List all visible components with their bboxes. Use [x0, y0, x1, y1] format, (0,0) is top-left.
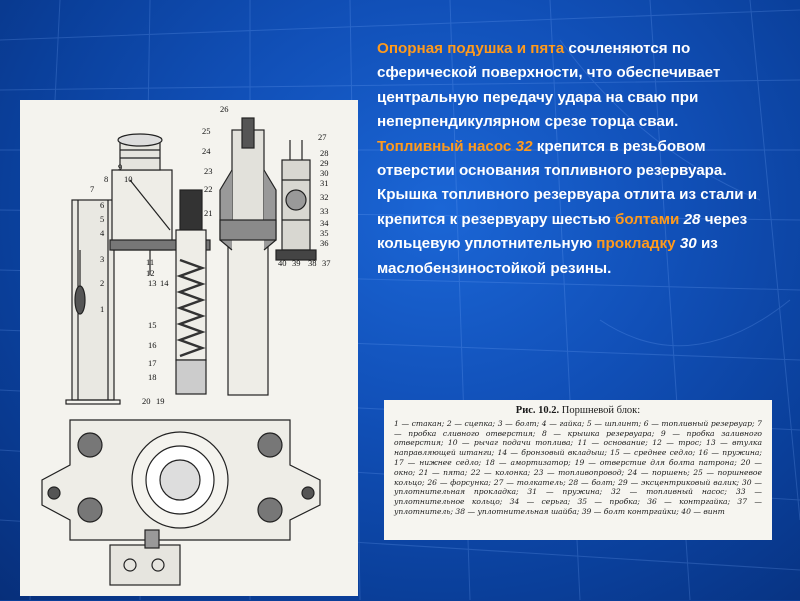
figure-label: 35	[320, 228, 329, 238]
caption-body: 1 — стакан; 2 — сцепка; 3 — болт; 4 — гайка; 5 — шплинт; 6 — топливный резервуар; 7 — пробка сливного отверстия; 8 — крышка резервуара; 9 — пробка заливного отверстия; 10 — рычаг подачи топлива; 11 — основание; 12 — трос; 13 — втулка направляющей штанги; 14 — бронзовый вкладыш; 15 — среднее седло; 16 — пружина; 17 — нижнее седло; 18 — амортизатор; 19 — отверстие для болта патрона; 20 — окно; 21 — пята; 22 — колонка; 23 — топливопровод; 24 — поршень; 25 — поршневое кольцо; 26 — форсунка; 27 — толкатель; 28 — болт; 29 — эксцентриковый валик; 30 — уплотнительная прокладка; 31 — пружина; 32 — топливный насос; 33 — уплотнительное кольцо; 34 — серьга; 35 — пробка; 36 — контргайка; 37 — уплотнитель; 38 — уплотнительная шайба; 39 — болт контргайки; 40 — винт	[394, 418, 762, 516]
figure-label: 4	[100, 228, 105, 238]
figure-label: 26	[220, 104, 229, 114]
paragraph-3-tail: из маслобензиностойкой резины.	[377, 235, 718, 277]
figure-label: 11	[146, 257, 155, 267]
figure-label: 40	[278, 258, 287, 268]
figure-label: 30	[320, 168, 329, 178]
caption-title-bold: Рис. 10.2.	[515, 405, 560, 416]
paragraph-1-text: сочленяются по сферической поверхности, что обеспечивает центральную передачу удара на сваю при неперпендикулярном срезе торца сваи.	[377, 40, 721, 131]
highlight-gasket: прокладку	[596, 235, 676, 253]
highlight-support: Опорная подушка и пята	[377, 40, 565, 57]
figure-caption	[384, 400, 772, 540]
figure-label: 12	[146, 268, 155, 278]
figure-label: 16	[148, 340, 157, 350]
fuel-pump-number: 32	[515, 137, 533, 155]
figure-label: 18	[148, 372, 157, 382]
figure-label: 8	[104, 174, 109, 184]
figure-label: 28	[320, 148, 329, 158]
bolts-number: 28	[683, 210, 701, 228]
figure-label: 13	[148, 278, 157, 288]
figure-label: 32	[320, 192, 329, 202]
figure-label: 29	[320, 158, 329, 168]
figure-label: 10	[124, 174, 133, 184]
caption-title	[394, 406, 762, 416]
figure-label: 19	[156, 396, 165, 406]
highlight-fuel-pump: Топливный насос	[377, 137, 512, 155]
figure-label: 1	[100, 304, 105, 314]
highlight-bolts: болтами	[614, 210, 680, 228]
figure-label: 34	[320, 218, 329, 228]
figure-label: 15	[148, 320, 157, 330]
technical-drawing-panel	[20, 100, 358, 596]
main-text	[377, 37, 782, 281]
figure-label: 2	[100, 278, 105, 288]
figure-label: 22	[204, 184, 213, 194]
figure-label: 38	[308, 258, 317, 268]
paragraph-3-lead: Крышка топливного резервуара отлита из стали и крепится к резервуару шестью	[377, 186, 758, 228]
figure-label: 21	[204, 208, 213, 218]
caption-title-normal: Поршневой блок:	[559, 405, 641, 416]
gasket-number: 30	[679, 235, 697, 253]
figure-label: 6	[100, 200, 105, 210]
paragraph-2-text: крепится в резьбовом отверстии основания топливного резервуара.	[377, 137, 727, 180]
figure-label: 20	[142, 396, 151, 406]
figure-label: 17	[148, 358, 157, 368]
figure-label: 14	[160, 278, 169, 288]
figure-label: 5	[100, 214, 105, 224]
figure-label: 7	[90, 184, 95, 194]
figure-label: 3	[100, 254, 105, 264]
figure-label: 36	[320, 238, 329, 248]
piston-block-drawing	[20, 100, 358, 596]
figure-label: 25	[202, 126, 211, 136]
figure-label: 24	[202, 146, 211, 156]
figure-label: 37	[322, 258, 331, 268]
figure-label: 23	[204, 166, 213, 176]
figure-label: 27	[318, 132, 327, 142]
figure-label: 31	[320, 178, 329, 188]
figure-label: 33	[320, 206, 329, 216]
paragraph-3-mid: через кольцевую уплотнительную	[377, 210, 748, 253]
figure-label: 9	[118, 162, 123, 172]
figure-label: 39	[292, 258, 301, 268]
